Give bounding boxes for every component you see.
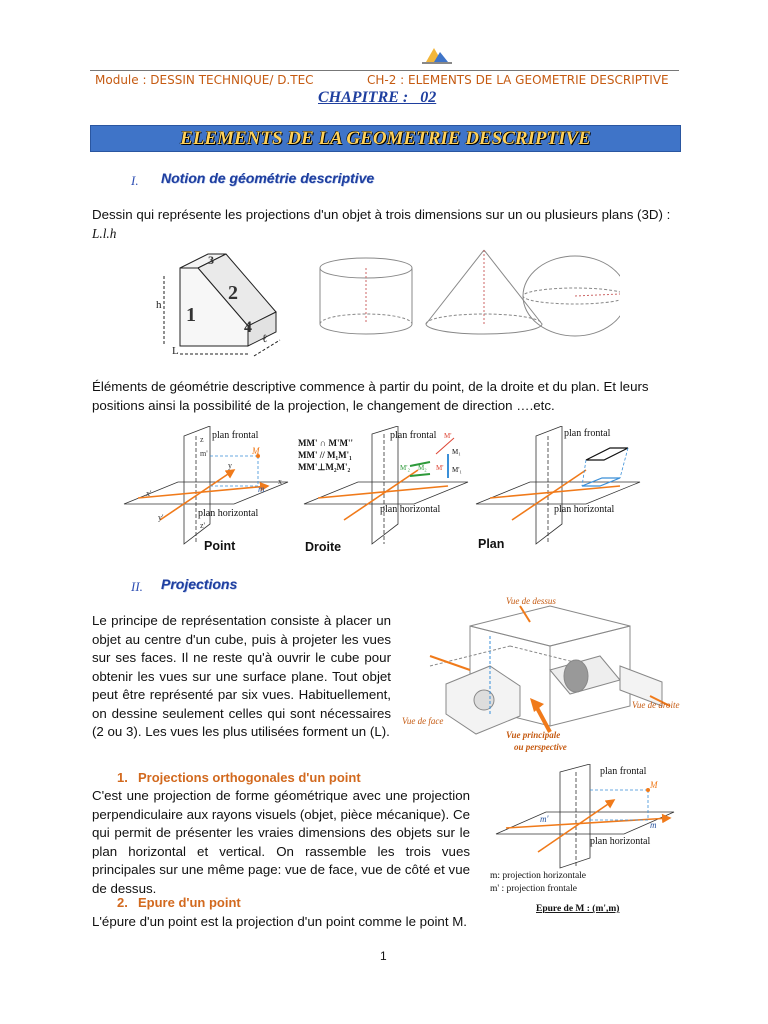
subsection2-text: L'épure d'un point est la projection d'un point comme le point M. [92, 914, 467, 929]
block-face-2: 2 [228, 282, 238, 304]
subsection1-title: Projections orthogonales d'un point [138, 770, 361, 785]
epure-m: m [650, 820, 657, 830]
section1-paragraph2: Éléments de géométrie descriptive commence à partir du point, de la droite et du plan. Et leurs positions ainsi la possibilité de la projection, le changement de direction ….etc. [92, 379, 649, 413]
droite-note-2: MM' // M₁M'₁ [298, 450, 352, 460]
epure-legend-mp: m' : projection frontale [490, 884, 577, 894]
point-y-prime: y' [158, 513, 164, 522]
section1-paragraph1 [92, 206, 680, 243]
plan-plan-frontal: plan frontal [564, 428, 611, 439]
point-plan-frontal: plan frontal [212, 430, 259, 441]
cube-label-front: Vue de face [402, 716, 444, 726]
droite-note-3: MM'⊥M₂M'₂ [298, 462, 351, 472]
cube-label-main1: Vue principale [506, 730, 561, 740]
droite-mark-M2: M₂ [418, 464, 427, 472]
point-x: x [278, 477, 282, 486]
plan-projection-figure [476, 426, 640, 544]
section1-p1-italic: L.l.h [92, 225, 117, 241]
point-x-prime: x' [146, 489, 152, 498]
block-label-L: L [172, 345, 179, 357]
droite-plan-frontal: plan frontal [390, 430, 437, 441]
droite-mark-M2-prime: M'₂ [400, 464, 410, 472]
section2-paragraph1: Le principe de représentation consiste à placer un objet au centre d'un cube, puis à projeter les vues sur ses faces. Il ne reste qu'à ouvrir le cube pour obtenir les vues sur une surface plane. Tout objet peut être représenté par six vues. Habituellement, on dessine seulement celles qui sont nécessaires (2 ou 3). Les vues les plus utilisées forment un (L). [92, 613, 391, 739]
banner-title: ELEMENTS DE LA GEOMETRIE DESCRIPTIVE [180, 128, 591, 149]
solids-figure-row [150, 246, 620, 366]
epure-plan-horizontal: plan horizontal [590, 836, 651, 847]
epure-figure [490, 764, 680, 914]
caption-plan: Plan [478, 537, 505, 551]
block-face-1: 1 [186, 304, 196, 326]
epure-caption: Epure de M : (m',m) [536, 904, 620, 914]
chapter-line: CHAPITRE : 02 [318, 89, 437, 106]
module-label: Module : DESSIN TECHNIQUE/ D.TEC [95, 73, 314, 87]
cylinder-solid [320, 258, 412, 334]
chapter-ref-label: CH-2 : ELEMENTS DE LA GEOMETRIE DESCRIPTIVE [367, 73, 669, 87]
section2-number: II. [131, 579, 143, 594]
droite-note-1: MM' ∩ M'M'' [298, 438, 353, 448]
point-M: M [252, 446, 260, 456]
point-plan-horizontal: plan horizontal [198, 508, 259, 519]
page-number: 1 [380, 949, 387, 963]
epure-m-prime: m' [540, 814, 549, 824]
caption-droite: Droite [305, 540, 342, 554]
block-face-4: 4 [244, 319, 252, 336]
point-m-prime: m' [200, 449, 208, 458]
projection-figure-row [118, 426, 648, 556]
title-banner [90, 125, 681, 152]
cone-solid [426, 250, 542, 334]
logo-icon [420, 44, 454, 66]
point-y: y [228, 461, 232, 470]
droite-mark-M-prime: M' [444, 432, 452, 440]
cube-label-top: Vue de dessus [506, 596, 556, 606]
point-z-prime: z' [200, 521, 205, 530]
droite-mark-M1: M₁ [452, 448, 461, 456]
epure-legend-m: m: projection horizontale [490, 871, 587, 881]
subsection2-number: 2. [117, 895, 128, 910]
droite-plan-horizontal: plan horizontal [380, 504, 441, 515]
caption-point: Point [204, 539, 236, 553]
section1-number: I. [131, 173, 139, 188]
droite-mark-M1-prime: M'₁ [452, 466, 462, 474]
cube-views-figure [400, 596, 692, 756]
subsection1-number: 1. [117, 770, 128, 785]
cube-label-main2: ou perspective [514, 742, 567, 752]
epure-M: M [650, 780, 658, 790]
droite-mark-M-prime-b: M' [436, 464, 444, 472]
block-label-l: ℓ [262, 333, 268, 345]
subsection2-title: Epure d'un point [138, 895, 241, 910]
subsection1-text: C'est une projection de forme géométrique avec une projection perpendiculaire aux rayons visuels (objet, pièce mécanique). Ce qui permit de présenter les vraies dimensions des objets sur le plan horizontal et vertical. On rassemble les trois vues principales sur une même page: vue de face, vue de côté et vue de dessus. [92, 788, 470, 896]
point-z: z [200, 435, 204, 444]
section1-title: Notion de géométrie descriptive [161, 170, 375, 186]
cube-label-right: Vue de droite [632, 700, 680, 710]
section2-title: Projections [161, 576, 238, 592]
section1-p1-text: Dessin qui représente les projections d'un objet à trois dimensions sur un ou plusieurs plans (3D) : [92, 207, 671, 222]
point-m: m [258, 484, 265, 494]
block-face-3: 3 [208, 253, 214, 267]
epure-plan-frontal: plan frontal [600, 766, 647, 777]
header-rule [90, 70, 679, 71]
plan-plan-horizontal: plan horizontal [554, 504, 615, 515]
sphere-solid [523, 256, 620, 336]
block-label-h: h [156, 299, 162, 311]
